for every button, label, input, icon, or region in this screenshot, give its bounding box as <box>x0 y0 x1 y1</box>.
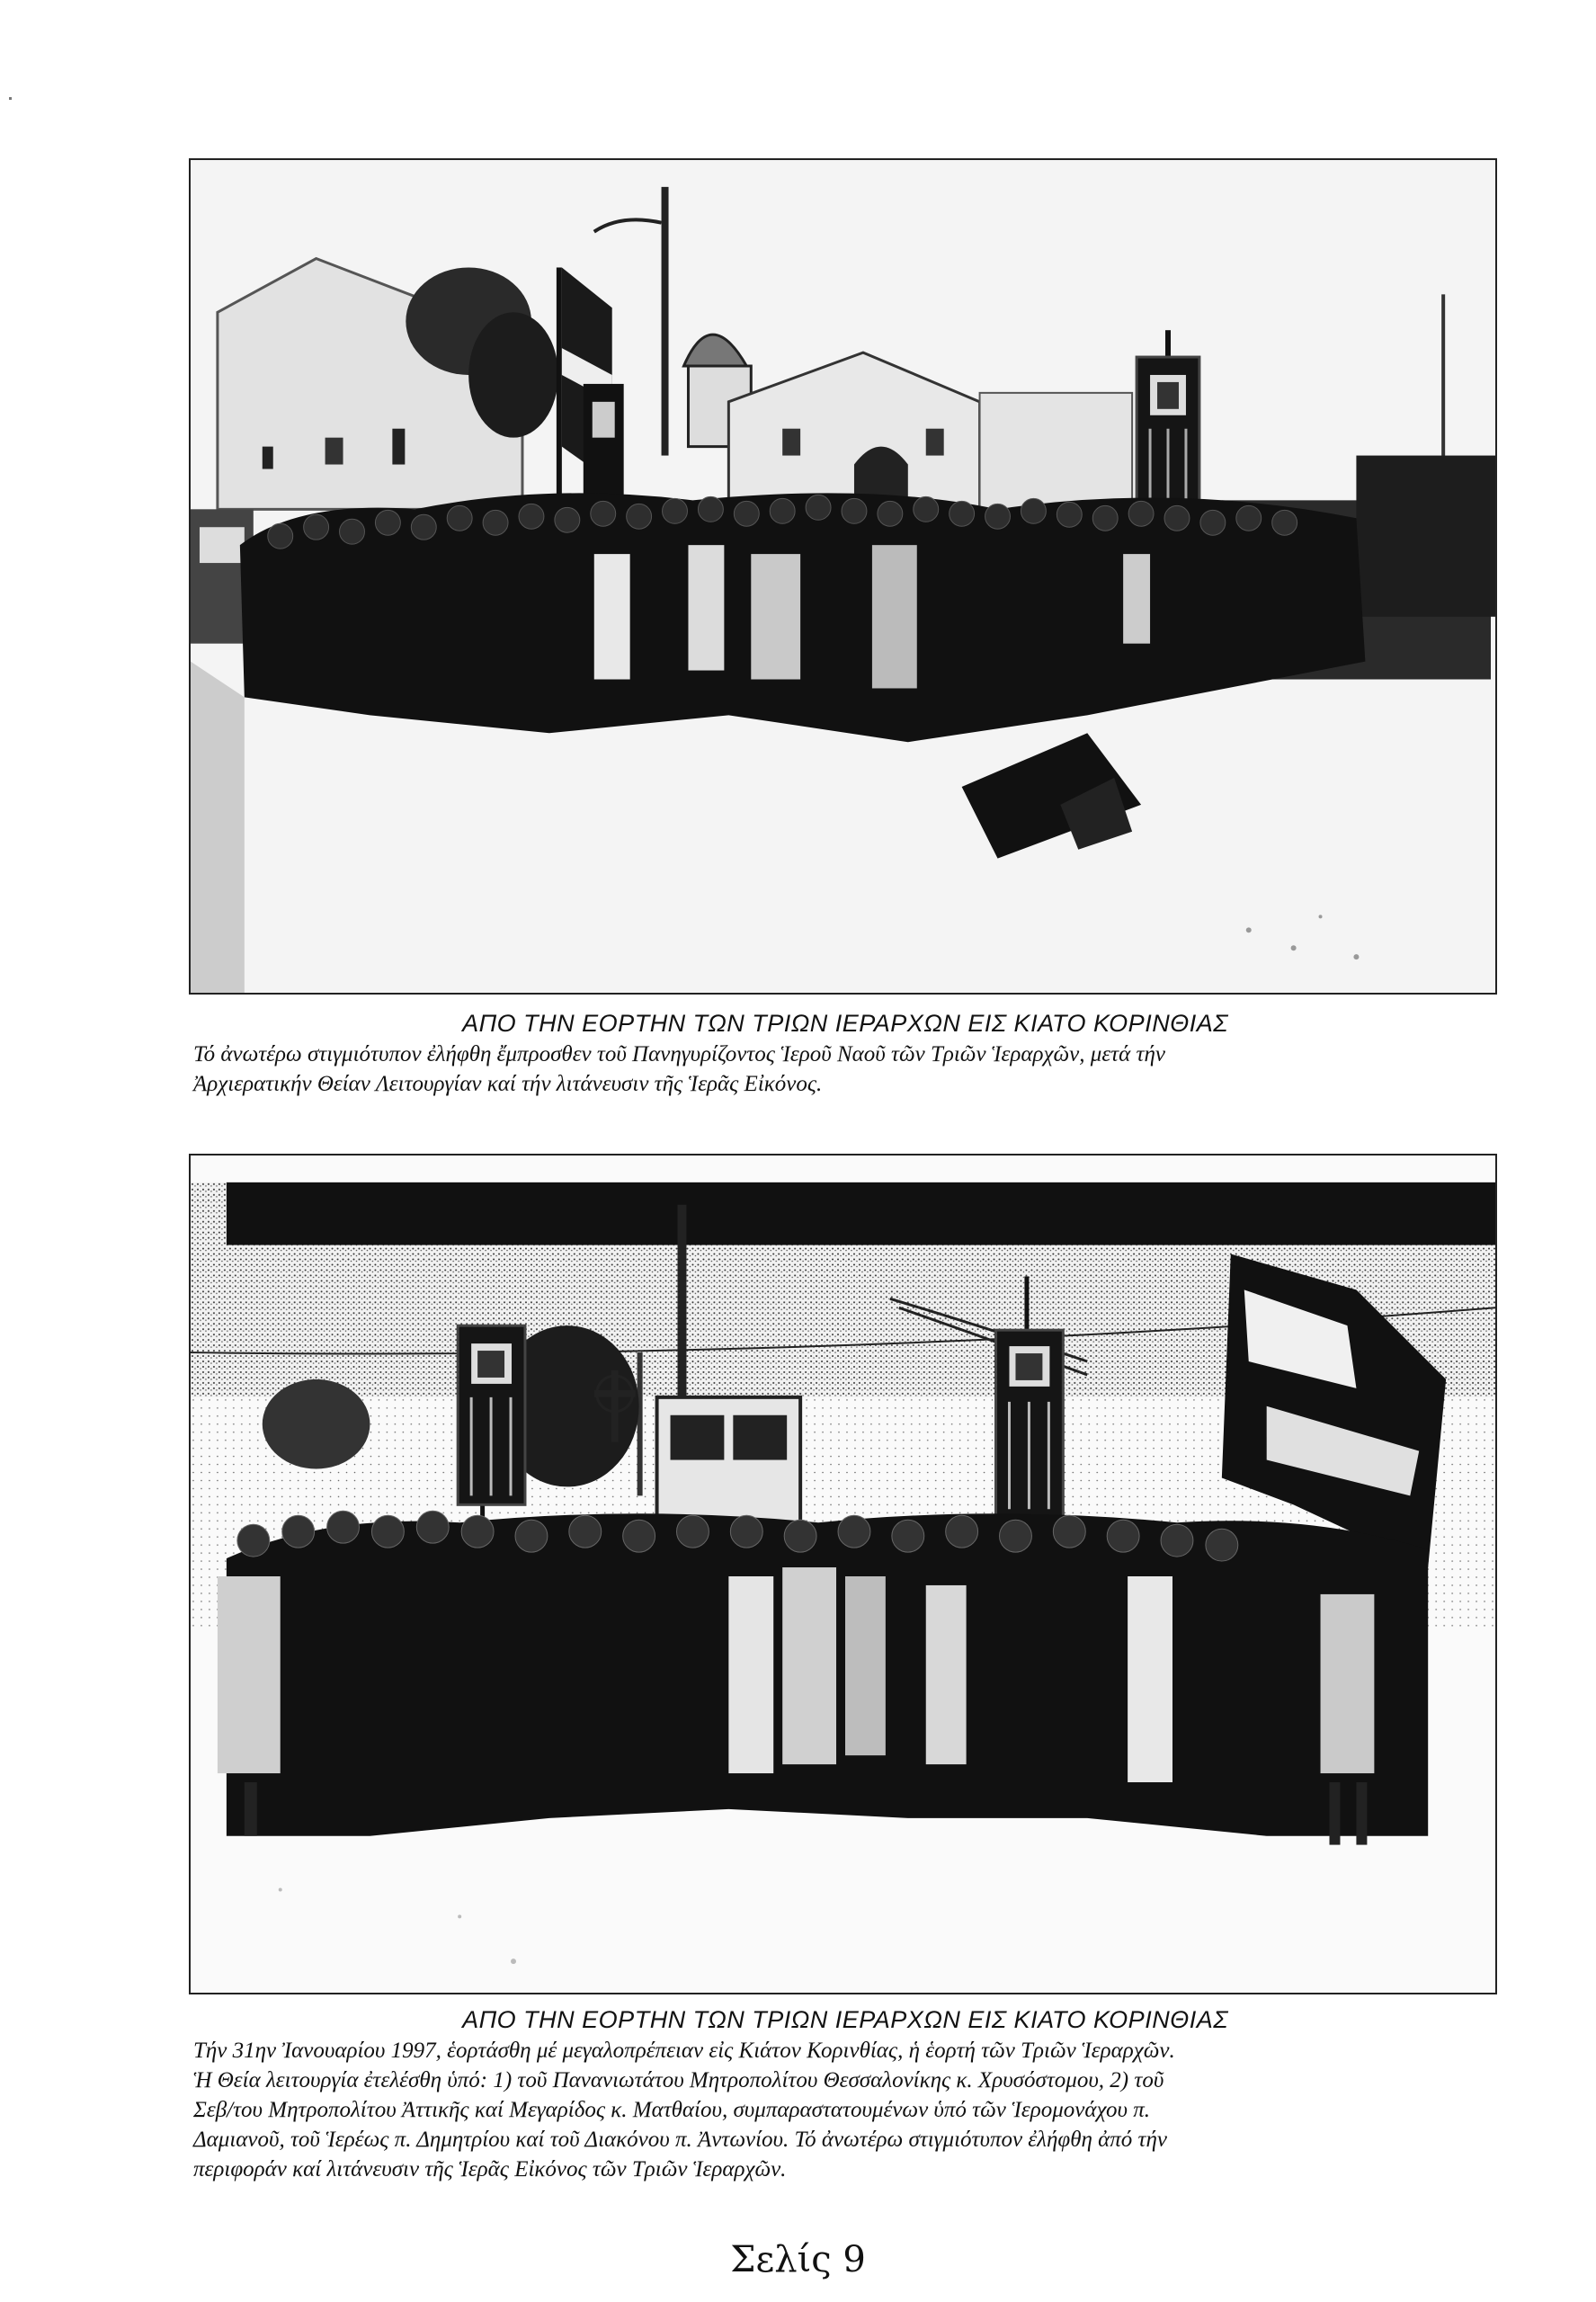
caption-text <box>193 1039 1497 1099</box>
caption-line: Τό ἀνωτέρω στιγμιότυπον ἐλήφθη ἔμπροσθεν τοῦ Πανηγυρίζοντος Ἱεροῦ Ναοῦ τῶν Τριῶν Ἱεραρχῶν, μετά τήν <box>193 1042 1165 1066</box>
caption-line: Δαμιανοῦ, τοῦ Ἱερέως π. Δημητρίου καί τοῦ Διακόνου π. Ἀντωνίου. Τό ἀνωτέρω στιγμιότυπον ἐλήφθη ἀπό τήν <box>193 2128 1167 2152</box>
photo-2-image <box>191 1155 1495 1993</box>
photo-2-caption <box>193 2003 1497 2184</box>
caption-line: Ἡ Θεία λειτουργία ἐτελέσθη ὑπό: 1) τοῦ Πανανιωτάτου Μητροπολίτου Θεσσαλονίκης κ. Χρυσόστομου, 2) τοῦ <box>193 2068 1164 2092</box>
caption-line: Τήν 31ην Ἰανουαρίου 1997, ἑορτάσθη μέ μεγαλοπρέπειαν εἰς Κιάτον Κορινθίας, ἡ ἑορτή τῶν Τριῶν Ἱεραρχῶν. <box>193 2039 1175 2063</box>
caption-line: περιφοράν καί λιτάνευσιν τῆς Ἱερᾶς Εἰκόνος τῶν Τριῶν Ἱεραρχῶν. <box>193 2157 787 2182</box>
caption-text <box>193 2036 1497 2184</box>
photo-1-image <box>191 160 1495 993</box>
caption-line: Σεβ/του Μητροπολίτου Ἀττικῆς καί Μεγαρίδος κ. Ματθαίου, συμπαραστατουμένων ὑπό τῶν Ἱερομονάχου π. <box>193 2098 1150 2122</box>
caption-line: Ἀρχιερατικήν Θείαν Λειτουργίαν καί τήν λιτάνευσιν τῆς Ἱερᾶς Εἰκόνος. <box>193 1072 823 1096</box>
caption-title: ΑΠΟ ΤΗΝ ΕΟΡΤΗΝ ΤΩΝ ΤΡΙΩΝ ΙΕΡΑΡΧΩΝ ΕΙΣ ΚΙΑΤΟ ΚΟΡΙΝΘΙΑΣ <box>462 2006 1228 2033</box>
photo-procession-church <box>189 158 1497 995</box>
scan-speck <box>9 97 12 100</box>
caption-title: ΑΠΟ ΤΗΝ ΕΟΡΤΗΝ ΤΩΝ ΤΡΙΩΝ ΙΕΡΑΡΧΩΝ ΕΙΣ ΚΙΑΤΟ ΚΟΡΙΝΘΙΑΣ <box>462 1010 1228 1037</box>
page-number: Σελίς 9 <box>730 2239 866 2280</box>
photo-1-caption <box>193 1007 1497 1099</box>
photo-procession-street <box>189 1154 1497 1994</box>
